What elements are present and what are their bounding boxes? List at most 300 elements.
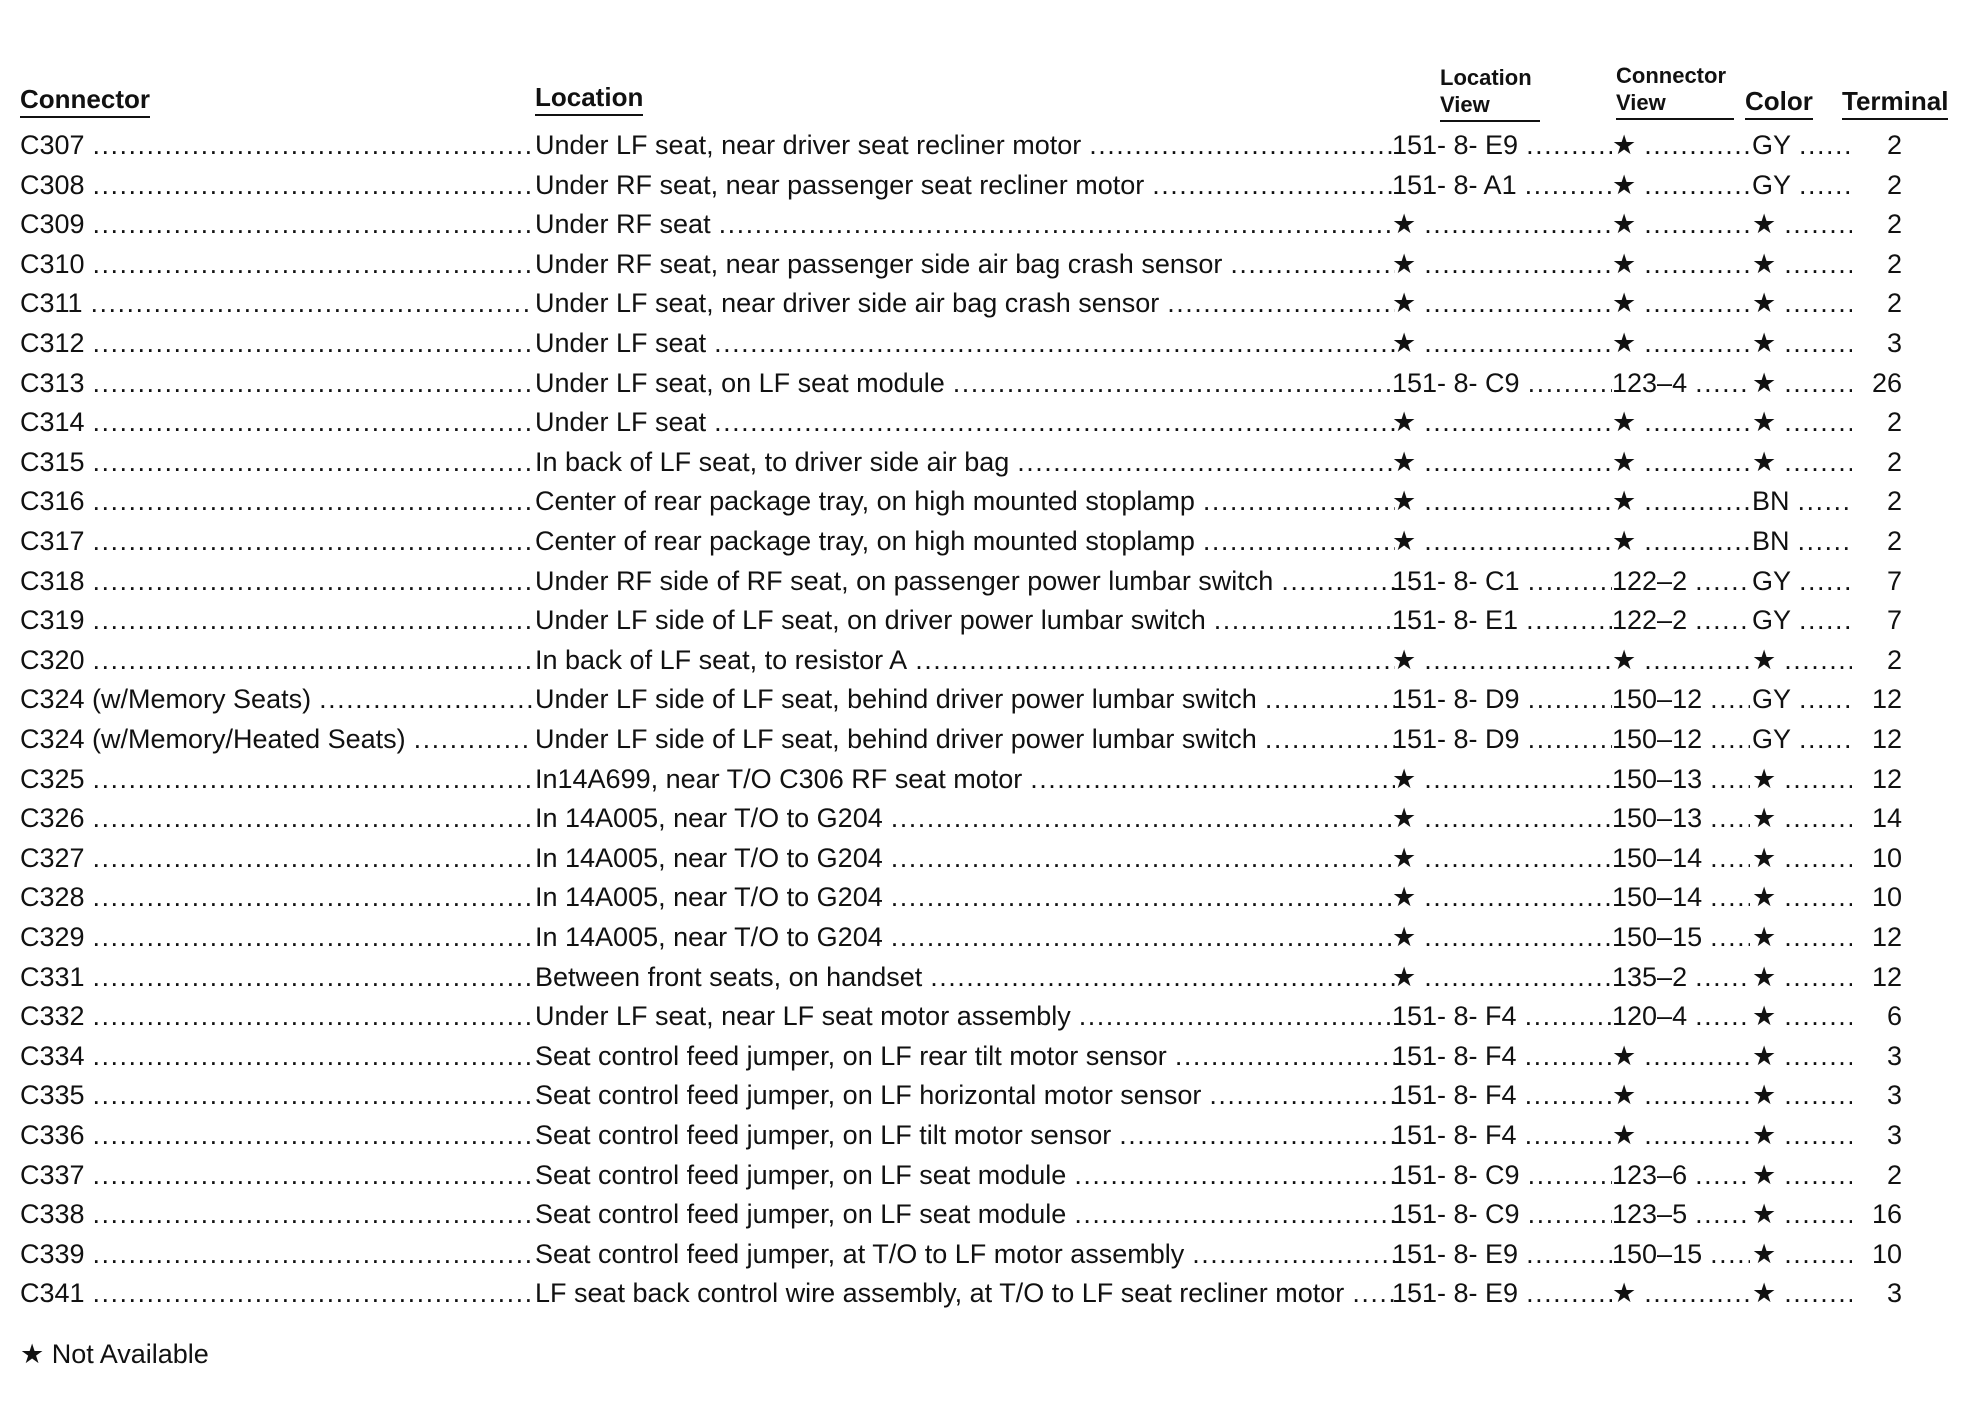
location-cell [535, 600, 1395, 640]
location-view-cell-text: 151- 8- F4 [1392, 1120, 1517, 1150]
dot-leader [1520, 679, 1612, 719]
color-cell-text: ★ [1752, 446, 1777, 477]
terminal-cell [1852, 402, 1902, 442]
dot-leader [85, 244, 533, 284]
dot-leader [1702, 719, 1750, 759]
dot-leader [1167, 1036, 1395, 1076]
dot-leader [1702, 798, 1750, 838]
table-row [0, 363, 1978, 403]
terminal-cell-text: 10 [1871, 842, 1902, 873]
connector-cell-text: C328 [20, 882, 85, 913]
terminal-cell [1852, 759, 1902, 799]
dot-leader [1184, 1234, 1395, 1274]
terminal-cell-text: 2 [1886, 644, 1902, 675]
dot-leader [1776, 996, 1852, 1036]
connector-cell-text: C317 [20, 526, 85, 556]
dot-leader [1636, 640, 1750, 680]
location-cell-text: Under LF seat [535, 328, 707, 358]
connector-cell [20, 1036, 533, 1076]
terminal-cell-text: 12 [1871, 684, 1902, 715]
dot-leader [1776, 798, 1852, 838]
color-cell-text: ★ [1752, 1120, 1777, 1150]
connector-cell-text: C318 [20, 565, 85, 596]
table-row [0, 679, 1978, 719]
dot-leader [1776, 838, 1852, 878]
connector-cell [20, 838, 533, 878]
color-cell [1752, 759, 1852, 799]
dot-leader [85, 877, 533, 917]
terminal-cell-text: 14 [1871, 803, 1902, 834]
dot-leader [1702, 917, 1750, 957]
dot-leader [1776, 1155, 1852, 1195]
color-cell-text: GY [1752, 169, 1792, 200]
dot-leader [1702, 679, 1750, 719]
connector-view-cell [1612, 917, 1750, 957]
dot-leader [1517, 1115, 1612, 1155]
connector-cell-text: C307 [20, 130, 85, 160]
connector-view-cell-text: 150–14 [1612, 842, 1703, 873]
location-cell [535, 877, 1395, 917]
location-view-cell [1392, 323, 1612, 363]
terminal-cell-text: 3 [1886, 328, 1902, 358]
connector-view-cell-text: ★ [1612, 526, 1637, 556]
connector-view-cell [1612, 798, 1750, 838]
dot-leader [883, 877, 1395, 917]
location-view-cell [1392, 442, 1612, 482]
location-view-cell-text: 151- 8- E9 [1392, 1278, 1519, 1309]
dot-leader [85, 600, 533, 640]
dot-leader [85, 1115, 533, 1155]
location-view-cell [1392, 1155, 1612, 1195]
color-cell [1752, 363, 1852, 403]
dot-leader [1416, 244, 1612, 284]
location-cell-text: In back of LF seat, to resistor A [535, 644, 908, 675]
terminal-cell-text: 2 [1886, 1159, 1902, 1190]
terminal-cell-text: 7 [1886, 565, 1902, 596]
connector-view-cell [1612, 1036, 1750, 1076]
terminal-cell-text: 2 [1886, 169, 1902, 200]
dot-leader [1776, 402, 1852, 442]
dot-leader [907, 640, 1395, 680]
terminal-cell [1852, 719, 1902, 759]
location-cell [535, 244, 1395, 284]
dot-leader [1416, 957, 1612, 997]
dot-leader [1702, 1234, 1750, 1274]
location-view-cell [1392, 1234, 1612, 1274]
terminal-cell-text: 2 [1886, 446, 1902, 477]
dot-leader [1195, 521, 1395, 561]
location-cell-text: LF seat back control wire assembly, at T/O to LF seat recliner motor [535, 1278, 1345, 1309]
dot-leader [1776, 1115, 1852, 1155]
dot-leader [1776, 204, 1852, 244]
dot-leader [1636, 323, 1750, 363]
location-cell-text: Under RF seat [535, 209, 711, 240]
color-cell [1752, 283, 1852, 323]
header-connector-view [1616, 62, 1734, 120]
dot-leader [1257, 679, 1395, 719]
connector-view-cell [1612, 759, 1750, 799]
color-cell-text: ★ [1752, 407, 1777, 438]
connector-cell [20, 442, 533, 482]
color-cell [1752, 838, 1852, 878]
connector-cell [20, 1234, 533, 1274]
connector-view-cell-text: ★ [1612, 1080, 1637, 1111]
header-location-label: Location [535, 82, 643, 116]
connector-cell [20, 244, 533, 284]
dot-leader [1066, 1194, 1395, 1234]
location-cell [535, 1075, 1395, 1115]
location-cell [535, 759, 1395, 799]
terminal-cell-text: 2 [1886, 486, 1902, 517]
table-row [0, 996, 1978, 1036]
table-row [0, 877, 1978, 917]
dot-leader [85, 1075, 533, 1115]
terminal-cell-text: 12 [1871, 922, 1902, 952]
location-cell [535, 363, 1395, 403]
connector-cell [20, 917, 533, 957]
connector-view-cell-text: ★ [1612, 1040, 1637, 1071]
terminal-cell [1852, 1115, 1902, 1155]
terminal-cell [1852, 1273, 1902, 1313]
header-terminal-label: Terminal [1842, 86, 1948, 120]
location-view-cell [1392, 877, 1612, 917]
location-view-cell-text: 151- 8- C9 [1392, 1199, 1520, 1230]
connector-cell [20, 561, 533, 601]
dot-leader [945, 363, 1395, 403]
connector-view-cell-text: 150–15 [1612, 1238, 1703, 1269]
color-cell [1752, 1036, 1852, 1076]
connector-cell-text: C310 [20, 248, 85, 279]
dot-leader [1416, 442, 1612, 482]
dot-leader [1776, 759, 1852, 799]
connector-cell [20, 521, 533, 561]
location-cell [535, 1234, 1395, 1274]
dot-leader [1416, 798, 1612, 838]
color-cell [1752, 125, 1852, 165]
location-cell-text: Under LF seat, near driver seat recliner motor [535, 130, 1082, 160]
location-view-cell-text: 151- 8- E9 [1392, 130, 1519, 160]
dot-leader [883, 838, 1395, 878]
location-view-cell-text: 151- 8- F4 [1392, 1080, 1517, 1111]
color-cell-text: BN [1752, 526, 1790, 556]
dot-leader [1776, 244, 1852, 284]
dot-leader [711, 204, 1395, 244]
connector-cell [20, 1075, 533, 1115]
location-view-cell-text: 151- 8- D9 [1392, 724, 1520, 754]
dot-leader [1520, 1155, 1612, 1195]
terminal-cell [1852, 1234, 1902, 1274]
table-row [0, 165, 1978, 205]
dot-leader [1520, 1194, 1612, 1234]
dot-leader [1687, 600, 1750, 640]
connector-view-cell-text: 122–2 [1612, 605, 1688, 636]
dot-leader [1518, 1234, 1612, 1274]
connector-view-cell [1612, 1234, 1750, 1274]
connector-view-cell-text: ★ [1612, 644, 1637, 675]
dot-leader [85, 917, 533, 957]
header-connector-label: Connector [20, 84, 150, 118]
dot-leader [85, 1234, 533, 1274]
connector-cell [20, 165, 533, 205]
location-cell [535, 204, 1395, 244]
connector-view-cell-text: 150–15 [1612, 922, 1703, 952]
location-view-cell-text: ★ [1392, 922, 1417, 952]
connector-cell-text: C331 [20, 961, 85, 992]
connector-cell-text: C309 [20, 209, 85, 240]
color-cell [1752, 1155, 1852, 1195]
location-view-cell [1392, 679, 1612, 719]
location-cell-text: Under LF seat, near LF seat motor assembly [535, 1001, 1071, 1032]
dot-leader [1517, 1075, 1612, 1115]
table-row [0, 402, 1978, 442]
color-cell-text: GY [1752, 684, 1792, 715]
connector-view-cell [1612, 244, 1750, 284]
color-cell [1752, 1234, 1852, 1274]
connector-view-cell [1612, 442, 1750, 482]
dot-leader [1517, 165, 1612, 205]
color-cell-text: ★ [1752, 803, 1777, 834]
dot-leader [1195, 481, 1395, 521]
dot-leader [1257, 719, 1395, 759]
dot-leader [883, 917, 1395, 957]
connector-view-cell [1612, 363, 1750, 403]
color-cell [1752, 640, 1852, 680]
location-view-cell [1392, 125, 1612, 165]
terminal-cell [1852, 521, 1902, 561]
dot-leader [1636, 1036, 1750, 1076]
table-row [0, 600, 1978, 640]
table-row [0, 244, 1978, 284]
location-cell-text: In 14A005, near T/O to G204 [535, 803, 883, 834]
location-view-cell-text: ★ [1392, 407, 1417, 438]
location-view-cell-text: ★ [1392, 644, 1417, 675]
location-cell-text: Between front seats, on handset [535, 961, 923, 992]
header-color-label: Color [1745, 86, 1813, 120]
color-cell [1752, 679, 1852, 719]
connector-cell-text: C337 [20, 1159, 85, 1190]
location-view-cell [1392, 363, 1612, 403]
color-cell [1752, 719, 1852, 759]
connector-cell [20, 957, 533, 997]
location-view-cell [1392, 204, 1612, 244]
terminal-cell-text: 3 [1886, 1080, 1902, 1111]
location-cell [535, 1155, 1395, 1195]
connector-cell-text: C315 [20, 446, 85, 477]
location-view-cell-text: ★ [1392, 328, 1417, 358]
connector-view-cell [1612, 323, 1750, 363]
connector-cell-text: C319 [20, 605, 85, 636]
dot-leader [1636, 521, 1750, 561]
dot-leader [1776, 1075, 1852, 1115]
dot-leader [85, 1155, 533, 1195]
dot-leader [1206, 600, 1395, 640]
table-row [0, 1075, 1978, 1115]
connector-view-cell [1612, 402, 1750, 442]
color-cell-text: ★ [1752, 644, 1777, 675]
location-view-cell [1392, 838, 1612, 878]
location-cell [535, 838, 1395, 878]
connector-cell [20, 283, 533, 323]
table-row [0, 204, 1978, 244]
table-row [0, 917, 1978, 957]
connector-cell-text: C324 (w/Memory Seats) [20, 684, 312, 715]
dot-leader [1791, 561, 1852, 601]
connector-cell-text: C332 [20, 1001, 85, 1032]
connector-cell [20, 125, 533, 165]
dot-leader [1776, 640, 1852, 680]
location-cell [535, 640, 1395, 680]
header-color [1745, 86, 1813, 120]
color-cell-text: ★ [1752, 922, 1777, 952]
location-view-cell-text: ★ [1392, 526, 1417, 556]
location-view-cell [1392, 600, 1612, 640]
dot-leader [83, 283, 533, 323]
location-cell [535, 798, 1395, 838]
color-cell-text: ★ [1752, 248, 1777, 279]
terminal-cell-text: 2 [1886, 209, 1902, 240]
connector-cell [20, 798, 533, 838]
dot-leader [85, 521, 533, 561]
header-connector-view-line1: Connector [1616, 63, 1726, 88]
dot-leader [1416, 521, 1612, 561]
location-cell-text: Under RF seat, near passenger seat recliner motor [535, 169, 1145, 200]
connector-view-cell [1612, 1115, 1750, 1155]
connector-view-cell [1612, 1273, 1750, 1313]
color-cell-text: ★ [1752, 1159, 1777, 1190]
dot-leader [406, 719, 533, 759]
connector-view-cell-text: 123–6 [1612, 1159, 1688, 1190]
dot-leader [1702, 838, 1750, 878]
connector-cell [20, 759, 533, 799]
dot-leader [1009, 442, 1395, 482]
header-terminal [1842, 86, 1948, 120]
connector-cell [20, 204, 533, 244]
connector-view-cell [1612, 957, 1750, 997]
location-view-cell [1392, 996, 1612, 1036]
header-location [535, 82, 643, 116]
connector-view-cell-text: ★ [1612, 209, 1637, 240]
connector-view-cell-text: ★ [1612, 288, 1637, 319]
dot-leader [1636, 402, 1750, 442]
location-view-cell-text: ★ [1392, 446, 1417, 477]
connector-view-cell [1612, 996, 1750, 1036]
connector-cell [20, 1155, 533, 1195]
location-cell-text: Under LF seat [535, 407, 707, 438]
terminal-cell [1852, 798, 1902, 838]
footnote: ★ Not Available [20, 1339, 209, 1369]
location-view-cell-text: 151- 8- D9 [1392, 684, 1520, 715]
location-cell-text: Seat control feed jumper, on LF rear tilt motor sensor [535, 1040, 1167, 1071]
dot-leader [85, 1273, 533, 1313]
connector-view-cell [1612, 165, 1750, 205]
terminal-cell [1852, 1194, 1902, 1234]
color-cell-text: ★ [1752, 882, 1777, 913]
color-cell [1752, 442, 1852, 482]
terminal-cell-text: 26 [1871, 367, 1902, 398]
terminal-cell-text: 12 [1871, 763, 1902, 794]
location-cell-text: In back of LF seat, to driver side air bag [535, 446, 1010, 477]
dot-leader [1518, 600, 1612, 640]
table-row [0, 521, 1978, 561]
table-row [0, 1273, 1978, 1313]
location-cell [535, 996, 1395, 1036]
connector-view-cell [1612, 877, 1750, 917]
location-view-cell-text: ★ [1392, 288, 1417, 319]
connector-view-cell [1612, 838, 1750, 878]
location-view-cell-text: ★ [1392, 486, 1417, 517]
dot-leader [1791, 600, 1852, 640]
terminal-cell [1852, 244, 1902, 284]
connector-view-cell-text: 123–4 [1612, 367, 1688, 398]
header-location-view-line2: View [1440, 91, 1540, 122]
dot-leader [1702, 877, 1750, 917]
table-row [0, 719, 1978, 759]
table-row [0, 323, 1978, 363]
connector-cell [20, 1273, 533, 1313]
dot-leader [1144, 165, 1395, 205]
dot-leader [1517, 1036, 1612, 1076]
connector-view-cell [1612, 521, 1750, 561]
terminal-cell-text: 2 [1886, 288, 1902, 319]
location-cell-text: Under LF side of LF seat, behind driver power lumbar switch [535, 684, 1257, 715]
dot-leader [85, 838, 533, 878]
connector-cell-text: C338 [20, 1199, 85, 1230]
connector-cell [20, 402, 533, 442]
location-cell-text: Seat control feed jumper, at T/O to LF motor assembly [535, 1238, 1185, 1269]
color-cell-text: ★ [1752, 1040, 1777, 1071]
connector-cell [20, 877, 533, 917]
location-view-cell [1392, 165, 1612, 205]
color-cell [1752, 561, 1852, 601]
dot-leader [85, 442, 533, 482]
dot-leader [1776, 1036, 1852, 1076]
dot-leader [85, 759, 533, 799]
table-row [0, 759, 1978, 799]
color-cell-text: ★ [1752, 842, 1777, 873]
connector-cell-text: C314 [20, 407, 85, 438]
dot-leader [1776, 957, 1852, 997]
location-view-cell [1392, 402, 1612, 442]
terminal-cell [1852, 640, 1902, 680]
dot-leader [85, 1194, 533, 1234]
color-cell-text: GY [1752, 605, 1792, 636]
table-row [0, 442, 1978, 482]
location-cell [535, 957, 1395, 997]
location-cell [535, 1115, 1395, 1155]
header-connector [20, 84, 150, 118]
connector-view-cell-text: 150–13 [1612, 803, 1703, 834]
color-cell-text: ★ [1752, 288, 1777, 319]
terminal-cell [1852, 957, 1902, 997]
dot-leader [1776, 1194, 1852, 1234]
connector-view-cell [1612, 561, 1750, 601]
dot-leader [1776, 1234, 1852, 1274]
table-row [0, 838, 1978, 878]
terminal-cell [1852, 204, 1902, 244]
table-row [0, 798, 1978, 838]
dot-leader [1636, 204, 1750, 244]
location-view-cell-text: ★ [1392, 882, 1417, 913]
color-cell-text: GY [1752, 724, 1792, 754]
dot-leader [1636, 244, 1750, 284]
location-cell-text: Under LF side of LF seat, behind driver power lumbar switch [535, 724, 1257, 754]
connector-cell-text: C316 [20, 486, 85, 517]
location-cell-text: Seat control feed jumper, on LF horizontal motor sensor [535, 1080, 1202, 1111]
table-row [0, 1115, 1978, 1155]
color-cell [1752, 1075, 1852, 1115]
location-view-cell-text: ★ [1392, 961, 1417, 992]
dot-leader [1273, 561, 1395, 601]
